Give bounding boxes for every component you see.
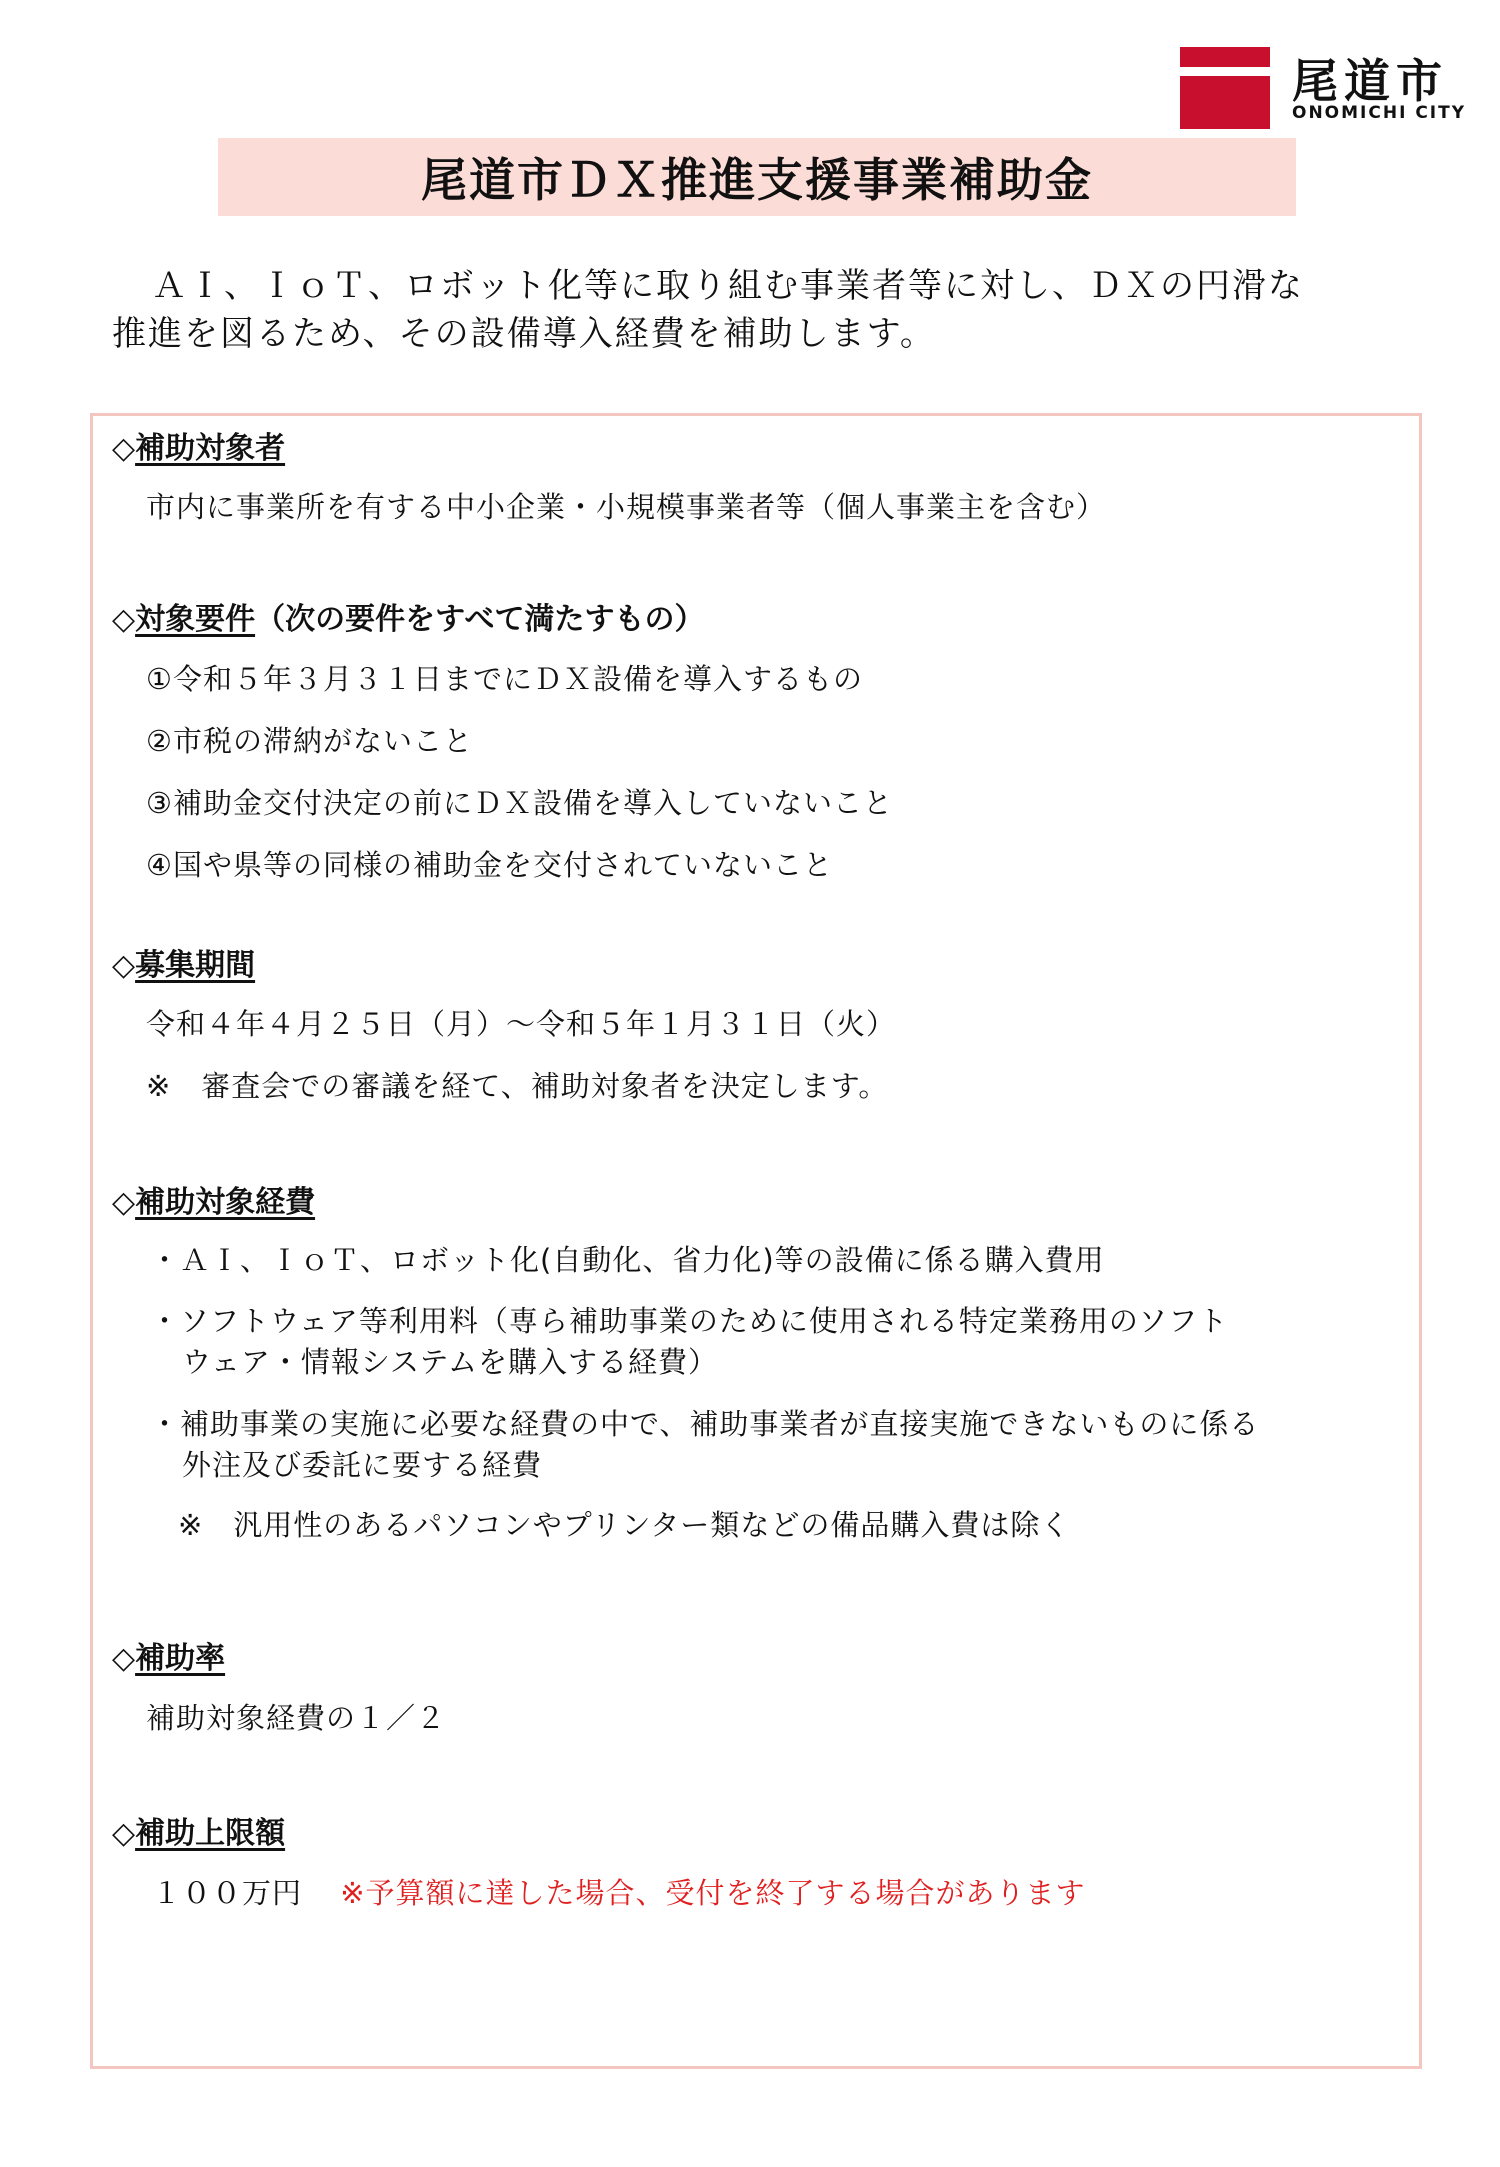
expense-item-continued: 外注及び委託に要する経費	[182, 1448, 543, 1482]
section-heading-text: 補助対象経費	[135, 1185, 316, 1220]
expense-item: ・ソフトウェア等利用料（専ら補助事業のために使用される特定業務用のソフト	[150, 1304, 1229, 1338]
section-requirements	[112, 594, 1402, 882]
diamond-icon: ◇	[112, 602, 136, 637]
diamond-icon: ◇	[112, 1185, 136, 1220]
section-heading-text: 対象要件	[135, 602, 256, 637]
diamond-icon: ◇	[112, 948, 136, 983]
title-banner	[218, 138, 1296, 216]
city-emblem-icon	[1180, 47, 1270, 129]
requirement-item: ①令和５年３月３１日までにＤＸ設備を導入するもの	[146, 662, 863, 696]
intro-line-1: ＡＩ、ＩｏＴ、ロボット化等に取り組む事業者等に対し、ＤＸの円滑な	[152, 266, 1304, 306]
application-period-note: ※ 審査会での審議を経て、補助対象者を決定します。	[146, 1069, 889, 1103]
subsidy-limit-amount: １００万円	[152, 1876, 303, 1910]
requirement-item: ④国や県等の同様の補助金を交付されていないこと	[146, 848, 833, 882]
section-heading-text: 補助対象者	[135, 431, 286, 466]
section-application-period	[112, 940, 1402, 1103]
expense-item-continued: ウェア・情報システムを購入する経費）	[182, 1345, 718, 1379]
section-eligible-expenses	[112, 1177, 1402, 1542]
subsidy-rate-text: 補助対象経費の１／２	[146, 1701, 447, 1735]
diamond-icon: ◇	[112, 1641, 136, 1676]
budget-warning: ※予算額に達した場合、受付を終了する場合があります	[340, 1876, 1086, 1910]
section-heading	[112, 1808, 1402, 1852]
expense-exclusion-note: ※ 汎用性のあるパソコンやプリンター類などの備品購入費は除く	[178, 1508, 1071, 1542]
section-heading-text: 補助率	[135, 1641, 226, 1676]
logo-city-name-english: ONOMICHI CITY	[1292, 103, 1467, 123]
section-subsidy-limit	[112, 1808, 1402, 1910]
eligible-applicants-text: 市内に事業所を有する中小企業・小規模事業者等（個人事業主を含む）	[146, 490, 1107, 524]
expense-item: ・補助事業の実施に必要な経費の中で、補助事業者が直接実施できないものに係る	[150, 1407, 1260, 1441]
logo-city-name: 尾道市	[1292, 54, 1448, 108]
city-logo	[1180, 47, 1467, 129]
section-heading-suffix: （次の要件をすべて満たすもの）	[255, 602, 705, 637]
diamond-icon: ◇	[112, 1816, 136, 1851]
section-heading	[112, 1633, 1402, 1677]
requirement-item: ③補助金交付決定の前にＤＸ設備を導入していないこと	[146, 786, 893, 820]
diamond-icon: ◇	[112, 431, 136, 466]
section-eligible-applicants	[112, 423, 1402, 524]
intro-paragraph	[112, 262, 1412, 358]
section-heading	[112, 940, 1402, 984]
section-heading	[112, 423, 1402, 467]
section-subsidy-rate	[112, 1633, 1402, 1735]
page-title: 尾道市ＤＸ推進支援事業補助金	[421, 153, 1093, 207]
requirement-item: ②市税の滞納がないこと	[146, 724, 473, 758]
section-heading	[112, 594, 1402, 638]
expense-item: ・ＡＩ、ＩｏＴ、ロボット化(自動化、省力化)等の設備に係る購入費用	[150, 1243, 1105, 1277]
section-heading-text: 補助上限額	[135, 1816, 286, 1851]
intro-line-2: 推進を図るため、その設備導入経費を補助します。	[112, 314, 936, 354]
subsidy-limit-line	[152, 1871, 1086, 1912]
section-heading-text: 募集期間	[135, 948, 256, 983]
section-heading	[112, 1177, 1402, 1221]
application-period-dates: 令和４年４月２５日（月）～令和５年１月３１日（火）	[146, 1007, 897, 1041]
